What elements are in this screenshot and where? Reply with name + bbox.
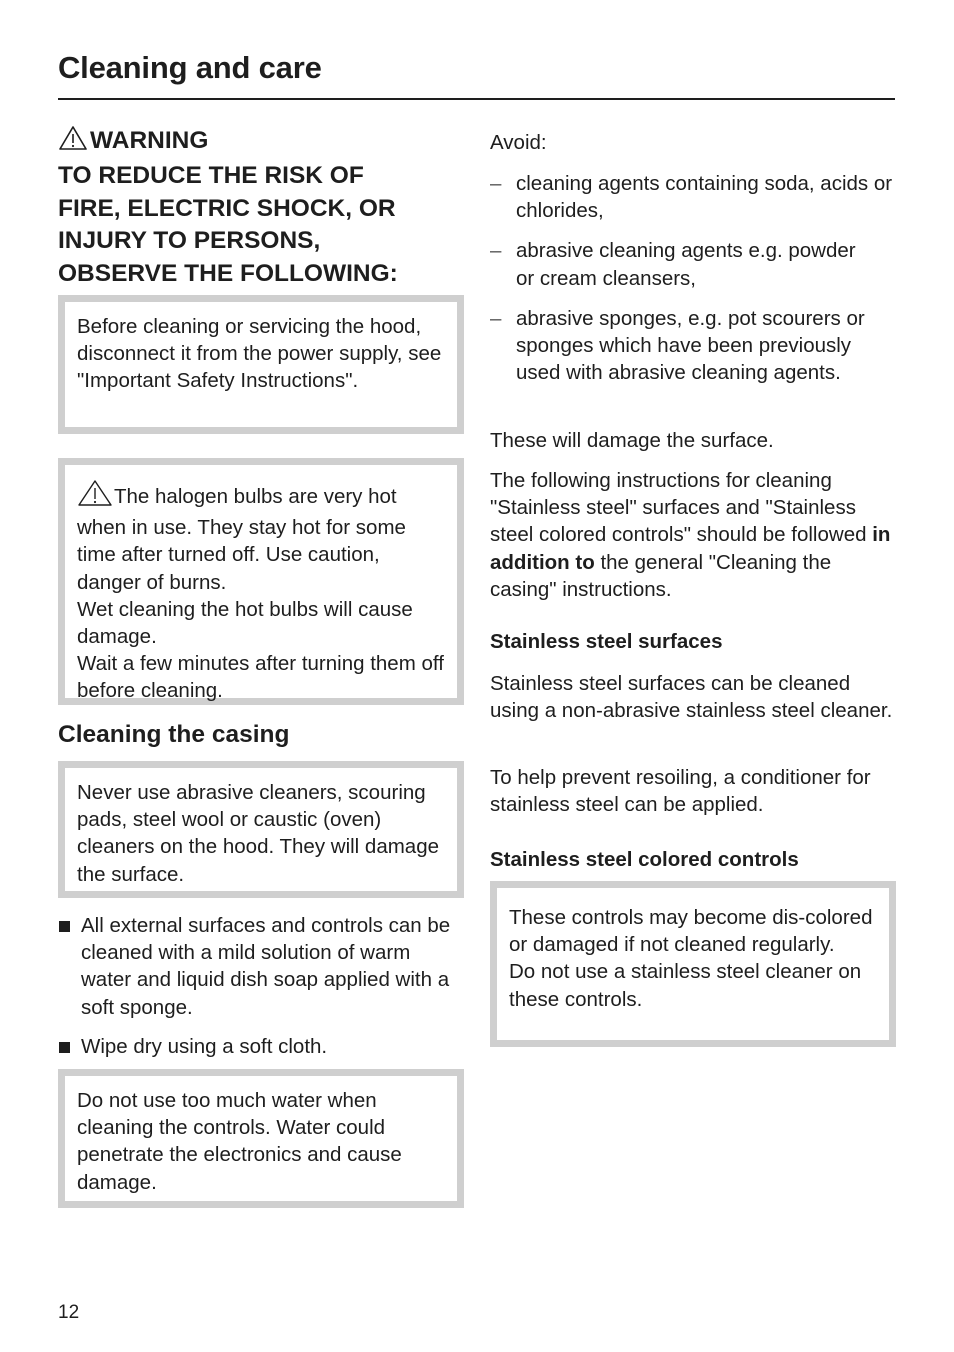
instructions-bold: in addition to <box>490 523 891 574</box>
page-number: 12 <box>58 1302 80 1323</box>
bullet-text: All external surfaces and controls can be cleaned with a mild solution of warm water and liquid dish soap applied with a soft sponge. <box>81 914 451 1019</box>
list-item <box>490 170 896 224</box>
warning-triangle-icon <box>77 479 113 514</box>
avoid-item-text: abrasive cleaning agents e.g. powder or cream cleansers, <box>516 239 856 290</box>
avoid-item-text: cleaning agents containing soda, acids or chlorides, <box>516 172 893 223</box>
title-divider <box>58 98 895 100</box>
halogen-note-text-1: The halogen bulbs are very hot when in use. They stay hot for some time after turned off. Use caution, danger of burns. <box>77 485 406 594</box>
warning-line-2: FIRE, ELECTRIC SHOCK, OR <box>58 194 396 222</box>
halogen-note-text-2: Wet cleaning the hot bulbs will cause damage. <box>77 597 413 649</box>
stainless-surfaces-heading: Stainless steel surfaces <box>490 630 723 653</box>
warning-label: WARNING <box>90 127 209 154</box>
halogen-note-text-3: Wait a few minutes after turning them off before cleaning. <box>77 652 444 703</box>
instructions-after: the general "Cleaning the casing" instructions. <box>490 550 832 601</box>
instructions-text <box>490 467 896 603</box>
bullet-square-icon <box>59 1042 70 1053</box>
list-item <box>490 237 896 291</box>
casing-bullet-list <box>58 912 464 1072</box>
stainless-controls-note-2: Do not use a stainless steel cleaner on these controls. <box>509 960 862 1011</box>
list-item <box>58 912 464 1021</box>
water-note-text: Do not use too much water when cleaning the controls. Water could penetrate the electronics and cause damage. <box>77 1089 402 1194</box>
warning-line-4: OBSERVE THE FOLLOWING: <box>58 259 398 287</box>
list-item <box>490 305 896 387</box>
bullet-square-icon <box>59 921 70 932</box>
halogen-note-box <box>58 458 464 705</box>
stainless-controls-heading: Stainless steel colored controls <box>490 848 799 871</box>
abrasive-note-box <box>58 761 464 898</box>
bullet-text: Wipe dry using a soft cloth. <box>81 1034 328 1058</box>
dash-marker: – <box>490 239 502 263</box>
avoid-intro: Avoid: <box>490 131 547 154</box>
disconnect-note-text: Before cleaning or servicing the hood, disconnect it from the power supply, see "Important Safety Instructions". <box>77 315 442 393</box>
cleaning-casing-heading: Cleaning the casing <box>58 721 290 748</box>
avoid-item-text: abrasive sponges, e.g. pot scourers or sponges which have been previously used with abrasive cleaning agents. <box>516 306 865 385</box>
stainless-surfaces-text-1: Stainless steel surfaces can be cleaned using a non-abrasive stainless steel cleaner. <box>490 672 893 723</box>
water-note-box <box>58 1069 464 1208</box>
disconnect-note-box <box>58 295 464 434</box>
stainless-controls-note-box <box>490 881 896 1047</box>
dash-marker: – <box>490 306 502 330</box>
avoid-list <box>490 170 896 399</box>
dash-marker: – <box>490 172 502 195</box>
instructions-before: The following instructions for cleaning "Stainless steel" surfaces and "Stainless steel colored controls" should be followed <box>490 469 873 547</box>
abrasive-note-text: Never use abrasive cleaners, scouring pads, steel wool or caustic (oven) cleaners on the hood. They will damage the surface. <box>77 781 440 886</box>
warning-heading <box>58 125 464 290</box>
warning-line-1: TO REDUCE THE RISK OF <box>58 162 364 190</box>
stainless-surfaces-text-2: To help prevent resoiling, a conditioner for stainless steel can be applied. <box>490 766 871 817</box>
page-title: Cleaning and care <box>58 50 322 85</box>
list-item <box>58 1033 464 1060</box>
warning-line-3: INJURY TO PERSONS, <box>58 227 321 255</box>
warning-triangle-icon <box>58 125 88 160</box>
stainless-controls-note-1: These controls may become dis-colored or damaged if not cleaned regularly. <box>509 906 873 957</box>
avoid-outro: These will damage the surface. <box>490 429 774 452</box>
